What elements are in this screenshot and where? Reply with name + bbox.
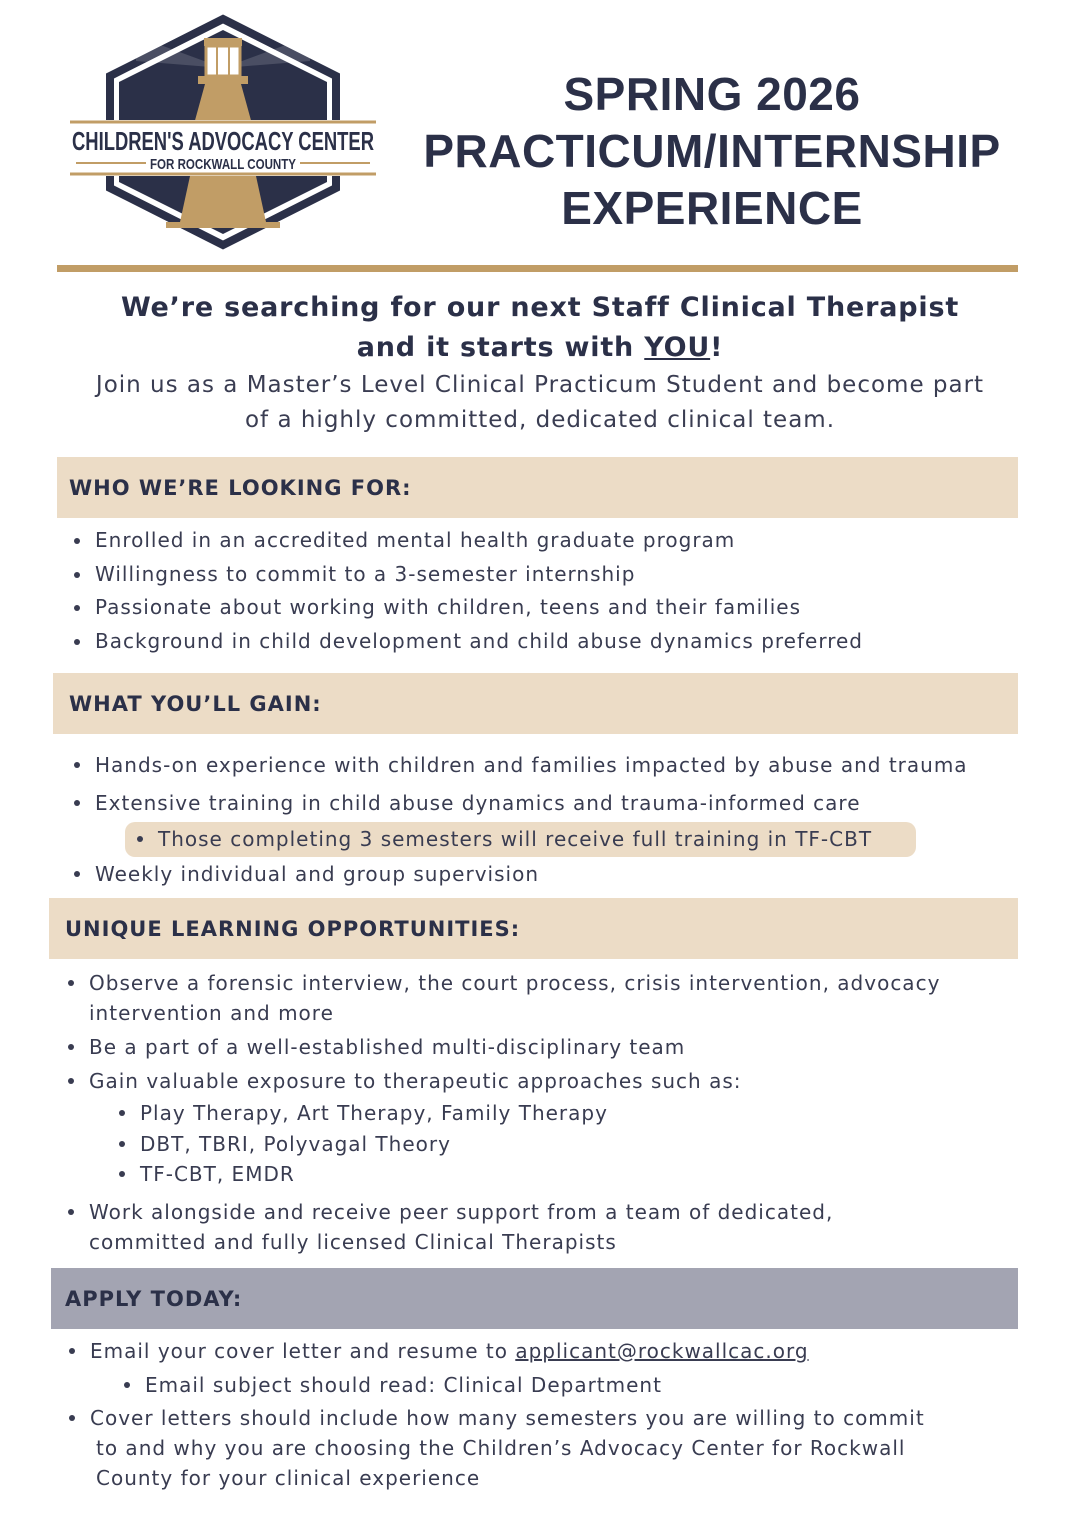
unique-item1-line2: intervention and more — [89, 1001, 334, 1025]
headline-emphasis: YOU — [644, 332, 711, 363]
list-item: Those completing 3 semesters will receive full training in TF-CBT — [158, 822, 968, 857]
cac-logo — [66, 16, 380, 248]
list-item: Play Therapy, Art Therapy, Family Therapy — [140, 1098, 940, 1129]
section-heading-gain: WHAT YOU’LL GAIN: — [53, 673, 1018, 734]
email-link[interactable]: applicant@rockwallcac.org — [515, 1339, 809, 1363]
list-item: Be a part of a well-established multi-disciplinary team — [89, 1032, 940, 1066]
list-item: Hands-on experience with children and families impacted by abuse and trauma — [95, 748, 968, 786]
cover-line1: Cover letters should include how many semesters you are willing to commit — [90, 1406, 925, 1430]
list-item — [89, 968, 940, 1032]
list-item — [90, 1336, 925, 1370]
intro-headline — [40, 288, 1040, 368]
cover-line2: to and why you are choosing the Children’s Advocacy Center for Rockwall — [96, 1436, 906, 1460]
apply-email-pre: Email your cover letter and resume to — [90, 1339, 516, 1363]
gain-list — [95, 748, 968, 891]
list-item — [89, 1197, 940, 1257]
list-item: TF-CBT, EMDR — [140, 1159, 940, 1197]
list-item: Email subject should read: Clinical Department — [145, 1370, 925, 1403]
looking-for-list — [95, 524, 863, 658]
section-heading-unique: UNIQUE LEARNING OPPORTUNITIES: — [49, 898, 1018, 959]
intro-headline-line1: We’re searching for our next Staff Clinical Therapist — [120, 292, 960, 323]
headline-post: ! — [710, 332, 724, 363]
intro-body-line1: Join us as a Master’s Level Clinical Practicum Student and become part — [95, 372, 985, 398]
list-item: Passionate about working with children, teens and their families — [95, 591, 863, 625]
title-line-1: SPRING 2026 — [563, 68, 861, 120]
section-heading-looking-for: WHO WE’RE LOOKING FOR: — [57, 457, 1018, 518]
headline-pre: and it starts with — [356, 332, 645, 363]
section-heading-apply: APPLY TODAY: — [51, 1268, 1018, 1329]
logo-text-line1: CHILDREN'S ADVOCACY CENTER — [72, 126, 375, 156]
unique-item4-line2: committed and fully licensed Clinical Therapists — [89, 1230, 617, 1254]
cover-line3: County for your clinical experience — [96, 1466, 481, 1490]
list-item: Extensive training in child abuse dynamics and trauma-informed care — [95, 786, 968, 822]
intro-body-line2: of a highly committed, dedicated clinical team. — [244, 407, 836, 433]
list-item: Weekly individual and group supervision — [95, 857, 968, 891]
apply-list — [90, 1336, 925, 1493]
logo-text-line2: FOR ROCKWALL COUNTY — [150, 156, 296, 173]
page-title — [412, 66, 1012, 237]
unique-list — [89, 968, 940, 1257]
list-item: Enrolled in an accredited mental health graduate program — [95, 524, 863, 558]
title-line-3: EXPERIENCE — [561, 182, 863, 234]
intro-body — [40, 368, 1040, 438]
unique-item1-line1: Observe a forensic interview, the court process, crisis intervention, advocacy — [89, 971, 941, 995]
list-item: Gain valuable exposure to therapeutic approaches such as: — [89, 1066, 940, 1098]
intro-headline-line2 — [40, 328, 1040, 368]
list-item: Willingness to commit to a 3-semester internship — [95, 558, 863, 592]
title-line-2: PRACTICUM/INTERNSHIP — [423, 125, 1001, 177]
list-item: Background in child development and child abuse dynamics preferred — [95, 625, 863, 659]
list-item — [90, 1403, 925, 1493]
list-item: DBT, TBRI, Polyvagal Theory — [140, 1129, 940, 1159]
gold-divider — [57, 265, 1018, 272]
unique-item4-line1: Work alongside and receive peer support from a team of dedicated, — [89, 1200, 834, 1224]
